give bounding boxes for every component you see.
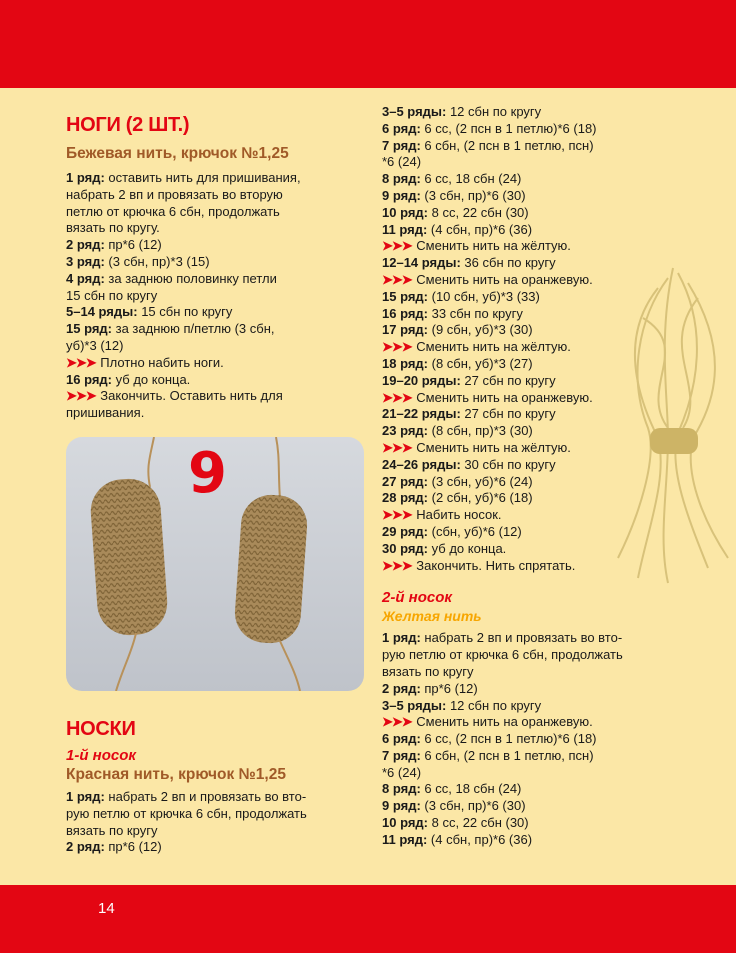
- row-text: 8 сс, 22 сбн (30): [428, 815, 529, 831]
- instruction-line: [66, 271, 366, 288]
- row-text: Сменить нить на жёлтую.: [416, 439, 571, 455]
- row-text: 12 сбн по кругу: [446, 697, 542, 713]
- row-label: 9 ряд:: [382, 798, 421, 814]
- row-text: 6 сбн, (2 псн в 1 петлю, псн): [420, 747, 594, 763]
- row-text: вязать по кругу: [382, 663, 474, 679]
- row-text: (4 сбн, пр)*6 (36): [427, 221, 533, 237]
- row-text: (2 сбн, уб)*6 (18): [428, 490, 533, 506]
- page-number: 14: [98, 900, 115, 917]
- row-label: 7 ряд:: [382, 747, 421, 763]
- left-column: [66, 112, 366, 422]
- instruction-line: [382, 121, 652, 138]
- row-text: пр*6 (12): [104, 839, 162, 855]
- row-text: (сбн, уб)*6 (12): [428, 523, 522, 539]
- row-label: 19–20 ряды:: [382, 372, 461, 388]
- instruction-line: [66, 288, 366, 305]
- row-text: пришивания.: [66, 405, 145, 421]
- sock1-subtitle: Красная нить, крючок №1,25: [66, 766, 286, 783]
- instruction-line: [66, 372, 366, 389]
- row-label: 12–14 ряды:: [382, 255, 461, 271]
- triple-arrow-icon: ➤➤➤: [382, 339, 415, 355]
- row-label: 24–26 ряды:: [382, 456, 461, 472]
- row-label: 29 ряд:: [382, 523, 429, 539]
- instruction-line: [382, 781, 652, 798]
- instruction-line: [382, 731, 652, 748]
- row-label: 5–14 ряды:: [66, 304, 138, 320]
- instruction-line: [66, 170, 366, 187]
- instruction-line: [382, 765, 652, 782]
- instruction-line: [66, 388, 366, 405]
- row-label: 8 ряд:: [382, 171, 421, 187]
- instruction-line: [66, 321, 366, 338]
- row-label: 23 ряд:: [382, 423, 429, 439]
- row-text: Сменить нить на жёлтую.: [416, 238, 571, 254]
- row-text: набрать 2 вп и провязать во вто-: [104, 789, 307, 804]
- instruction-line: [382, 104, 652, 121]
- row-text: (8 сбн, пр)*3 (30): [428, 423, 533, 439]
- instruction-line: [382, 647, 652, 664]
- row-text: (3 сбн, пр)*3 (15): [104, 253, 210, 269]
- sock1-title: 1-й носок: [66, 747, 136, 764]
- instruction-line: [66, 304, 366, 321]
- row-text: 33 сбн по кругу: [428, 305, 523, 321]
- triple-arrow-icon: ➤➤➤: [66, 388, 99, 404]
- instruction-line: [382, 138, 652, 155]
- legs-instructions: [66, 170, 366, 422]
- row-label: 1 ряд:: [66, 789, 105, 804]
- row-label: 2 ряд:: [66, 839, 105, 855]
- row-label: 2 ряд:: [66, 237, 105, 253]
- row-label: 21–22 ряды:: [382, 406, 461, 422]
- row-text: Плотно набить ноги.: [100, 354, 224, 370]
- row-label: 6 ряд:: [382, 731, 421, 747]
- instruction-line: [66, 338, 366, 355]
- row-label: 11 ряд:: [382, 831, 428, 847]
- instruction-line: [66, 237, 366, 254]
- legs-subtitle: Бежевая нить, крючок №1,25: [66, 145, 289, 162]
- row-text: 30 сбн по кругу: [460, 456, 556, 472]
- row-text: 27 сбн по кругу: [460, 372, 556, 388]
- triple-arrow-icon: ➤➤➤: [382, 507, 415, 523]
- row-label: 28 ряд:: [382, 490, 429, 506]
- row-text: Сменить нить на оранжевую.: [416, 714, 593, 730]
- row-text: (3 сбн, уб)*6 (24): [428, 473, 533, 489]
- instruction-line: [382, 815, 652, 832]
- row-label: 2 ряд:: [382, 680, 421, 696]
- triple-arrow-icon: ➤➤➤: [382, 557, 415, 573]
- row-label: 3–5 ряды:: [382, 697, 447, 713]
- instruction-line: [382, 630, 652, 647]
- legs-photo: [66, 437, 364, 691]
- row-label: 3 ряд:: [66, 253, 105, 269]
- instruction-line: [382, 748, 652, 765]
- row-label: 17 ряд:: [382, 322, 429, 338]
- row-text: за заднюю половинку петли: [104, 270, 277, 286]
- row-text: 12 сбн по кругу: [446, 104, 542, 119]
- row-text: 6 сс, 18 сбн (24): [420, 781, 522, 797]
- row-text: Сменить нить на оранжевую.: [416, 389, 593, 405]
- row-text: пр*6 (12): [104, 237, 162, 253]
- instruction-line: [66, 405, 366, 422]
- instruction-line: [382, 171, 652, 188]
- row-text: пр*6 (12): [420, 680, 478, 696]
- triple-arrow-icon: ➤➤➤: [382, 271, 415, 287]
- row-text: (3 сбн, пр)*6 (30): [420, 798, 526, 814]
- row-text: Набить носок.: [416, 507, 502, 523]
- row-text: 27 сбн по кругу: [460, 406, 556, 422]
- triple-arrow-icon: ➤➤➤: [382, 238, 415, 254]
- triple-arrow-icon: ➤➤➤: [66, 354, 99, 370]
- row-text: 6 сс, (2 псн в 1 петлю)*6 (18): [420, 731, 597, 747]
- row-text: уб до конца.: [112, 371, 191, 387]
- instruction-line: [382, 681, 652, 698]
- instruction-line: [382, 154, 652, 171]
- row-text: 6 сбн, (2 псн в 1 петлю, псн): [420, 137, 594, 153]
- instruction-line: [382, 238, 652, 255]
- row-text: набрать 2 вп и провязать во вто-: [420, 630, 623, 646]
- instruction-line: [66, 220, 366, 237]
- row-text: 8 сс, 22 сбн (30): [428, 204, 529, 220]
- row-text: (4 сбн, пр)*6 (36): [427, 831, 533, 847]
- row-text: *6 (24): [382, 154, 422, 170]
- row-text: вязать по кругу.: [66, 220, 160, 236]
- row-text: Закончить. Оставить нить для: [100, 388, 283, 404]
- sock2-subtitle: Желтая нить: [382, 608, 482, 625]
- socks-section: [66, 716, 366, 856]
- row-text: 15 сбн по кругу: [137, 304, 233, 320]
- photo-step-number: 9: [188, 441, 227, 506]
- instruction-line: [66, 204, 366, 221]
- instruction-line: [66, 823, 366, 840]
- row-text: оставить нить для пришивания,: [104, 170, 301, 185]
- row-label: 1 ряд:: [382, 630, 421, 646]
- row-label: 15 ряд:: [66, 321, 113, 337]
- row-label: 10 ряд:: [382, 815, 429, 831]
- row-label: 16 ряд:: [382, 305, 429, 321]
- row-text: уб)*3 (12): [66, 337, 124, 353]
- row-label: 27 ряд:: [382, 473, 429, 489]
- row-label: 30 ряд:: [382, 540, 429, 556]
- instruction-line: [382, 222, 652, 239]
- top-red-band: [0, 0, 736, 88]
- row-label: 7 ряд:: [382, 137, 421, 153]
- row-text: (3 сбн, пр)*6 (30): [420, 187, 526, 203]
- row-text: 6 сс, 18 сбн (24): [420, 171, 522, 187]
- row-text: вязать по кругу: [66, 822, 158, 838]
- row-label: 1 ряд:: [66, 170, 105, 185]
- sock2-instructions: [382, 630, 652, 848]
- instruction-line: [382, 832, 652, 849]
- bottom-red-band: [0, 885, 736, 953]
- instruction-line: [66, 187, 366, 204]
- row-label: 16 ряд:: [66, 371, 113, 387]
- row-text: 15 сбн по кругу: [66, 287, 158, 303]
- instruction-line: [382, 664, 652, 681]
- yarn-skein-illustration: [598, 258, 736, 588]
- row-text: Сменить нить на оранжевую.: [416, 271, 593, 287]
- instruction-line: [382, 798, 652, 815]
- row-text: (10 сбн, уб)*3 (33): [428, 288, 540, 304]
- instruction-line: [382, 714, 652, 731]
- triple-arrow-icon: ➤➤➤: [382, 714, 415, 730]
- row-text: 36 сбн по кругу: [460, 255, 556, 271]
- instruction-line: [66, 806, 366, 823]
- instruction-line: [66, 839, 366, 856]
- row-text: рую петлю от крючка 6 сбн, продолжать: [382, 647, 623, 663]
- sock2-title: 2-й носок: [382, 589, 452, 607]
- row-text: Сменить нить на жёлтую.: [416, 339, 571, 355]
- row-label: 18 ряд:: [382, 355, 429, 371]
- row-label: 4 ряд:: [66, 270, 105, 286]
- row-text: петлю от крючка 6 сбн, продолжать: [66, 203, 280, 219]
- instruction-line: [66, 789, 366, 806]
- row-label: 6 ряд:: [382, 120, 421, 136]
- instruction-line: [382, 698, 652, 715]
- instruction-line: [66, 254, 366, 271]
- instruction-line: [382, 205, 652, 222]
- row-text: рую петлю от крючка 6 сбн, продолжать: [66, 805, 307, 821]
- row-text: 6 сс, (2 псн в 1 петлю)*6 (18): [420, 120, 597, 136]
- row-label: 15 ряд:: [382, 288, 429, 304]
- row-text: Закончить. Нить спрятать.: [416, 557, 576, 573]
- triple-arrow-icon: ➤➤➤: [382, 389, 415, 405]
- sock1-instructions: [66, 789, 366, 856]
- row-label: 8 ряд:: [382, 781, 421, 797]
- row-text: уб до конца.: [428, 540, 507, 556]
- skein-binding: [650, 428, 698, 454]
- row-label: 3–5 ряды:: [382, 104, 447, 119]
- instruction-line: [66, 355, 366, 372]
- row-text: (9 сбн, уб)*3 (30): [428, 322, 533, 338]
- row-text: за заднюю п/петлю (3 сбн,: [112, 321, 275, 337]
- row-text: набрать 2 вп и провязать во вторую: [66, 186, 283, 202]
- row-text: *6 (24): [382, 764, 422, 780]
- row-label: 9 ряд:: [382, 187, 421, 203]
- row-label: 11 ряд:: [382, 221, 428, 237]
- triple-arrow-icon: ➤➤➤: [382, 439, 415, 455]
- socks-title: НОСКИ: [66, 718, 136, 740]
- legs-title: НОГИ (2 ШТ.): [66, 114, 190, 136]
- row-text: (8 сбн, уб)*3 (27): [428, 355, 533, 371]
- instruction-line: [382, 188, 652, 205]
- row-label: 10 ряд:: [382, 204, 429, 220]
